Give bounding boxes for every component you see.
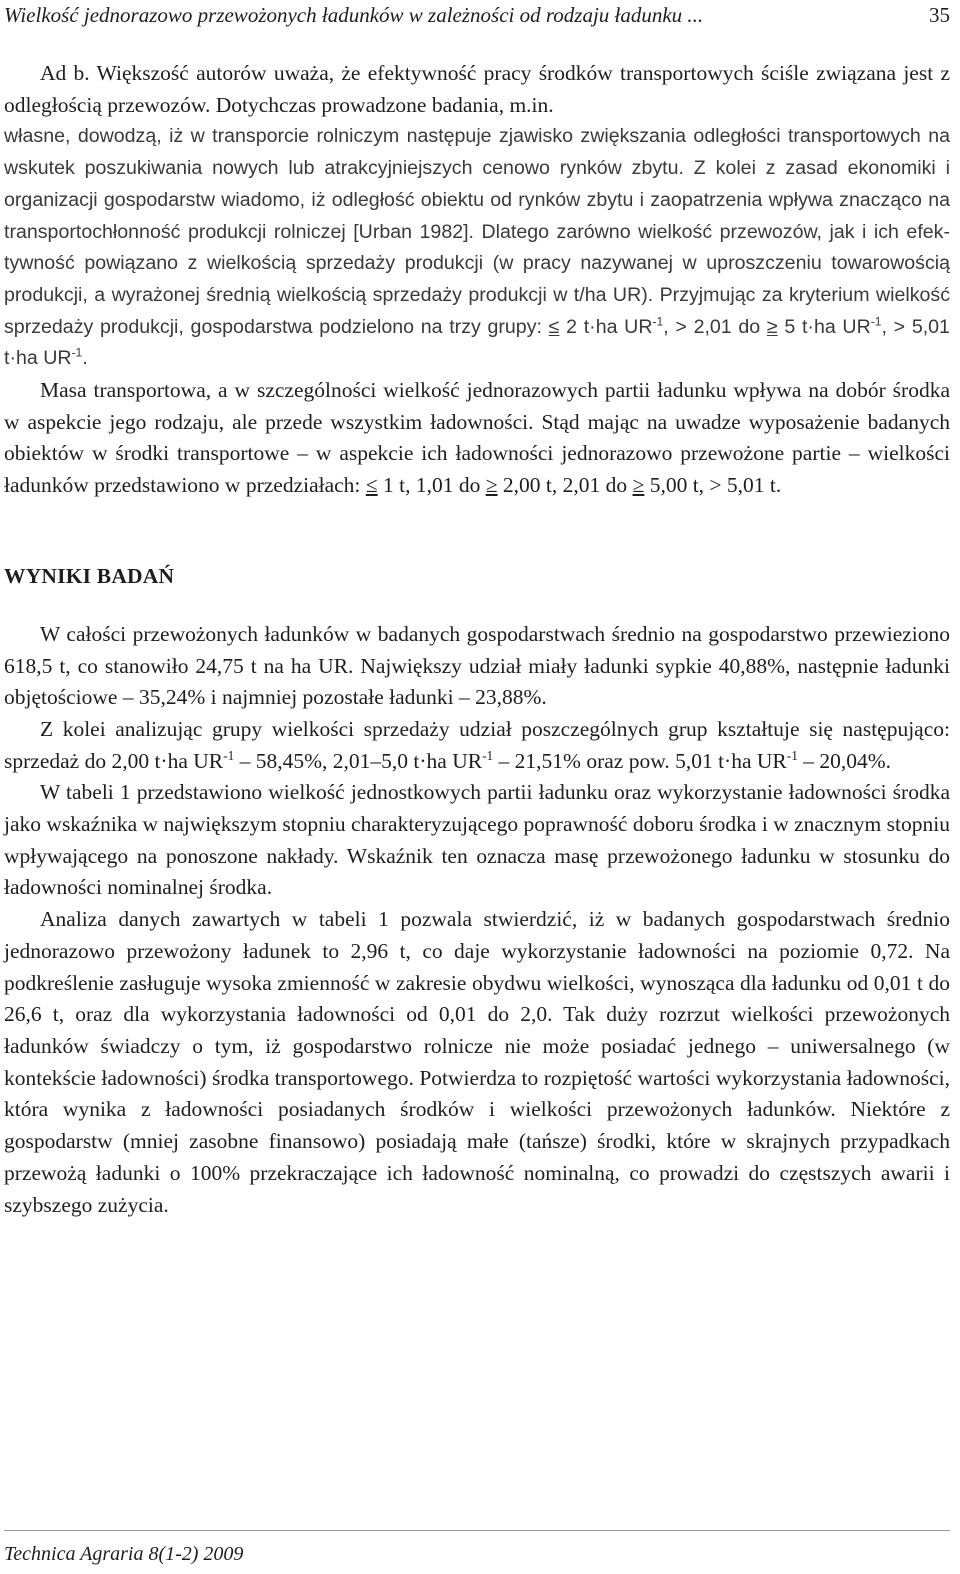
range-3-value: 5,00 t, > 5,01 t. [649, 473, 782, 498]
article-body [4, 58, 950, 1221]
range-1-value: 1 t, 1,01 do [382, 473, 481, 498]
page-number: 35 [929, 3, 950, 27]
results-paragraph-2-a: Z kolei analizując grupy wielkości sprzedaży udział poszczególnych grup kształtuje się następująco: sprzedaż do 2,00 t·ha UR [4, 716, 950, 773]
paragraph-ad-b-continued [4, 121, 950, 375]
group-2-exponent: -1 [870, 314, 882, 329]
paragraph-transport-mass-text: Masa transportowa, a w szczególności wielkość jednorazowych partii ładunku wpływa na dobór środka w aspekcie jego rodzaju, ale przede wszystkim ładowności. Stąd mając na uwadze wyposażenie badanych obiektów w środki transportowe – w aspekcie ich ładowności jednorazowo przewożone partie – wielkości ładunków przedstawiono w przedziałach: [4, 378, 950, 498]
results-paragraph-4: Analiza danych zawartych w tabeli 1 pozwala stwierdzić, iż w badanych gospodarstwach średnio jednorazowo przewożony ładunek to 2,96 t, co daje wykorzystanie ładowności na poziomie 0,72. Na podkreślenie zasługuje wysoka zmienność w zakresie obydwu wielkości, wynosząca dla ładunku od 0,01 t do 26,6 t, oraz dla wykorzystania ładowności od 0,01 do 2,0. Tak duży rozrzut wielkości przewożonych ładunków świadczy o tym, iż gospodarstwo rolnicze nie może posiadać jednego – uniwersalnego (w kontekście ładowności) środka transportowego. Potwierdza to rozpiętość wartości wykorzystania ładowności, która wynika z ładowności posiadanych środków i wielkości przewożonych ładunków. Niektóre z gospodarstw (mniej zasobne finansowo) posiadają małe (tańsze) środki, które w skrajnych przypadkach przewożą ładunki o 100% przekraczające ich ładowność nominalną, co prowadzi do częstszych awarii i szybszego zużycia. [4, 907, 950, 1217]
results-exponent-2: -1 [482, 747, 494, 763]
paragraph-transport-mass [4, 375, 950, 502]
group-3-value: , > 5,01 t·ha UR [4, 315, 950, 370]
group-1-value: 2 t·ha UR [566, 315, 653, 338]
group-2-symbol: ≥ [766, 315, 778, 338]
group-1-exponent: -1 [652, 314, 664, 329]
results-paragraph-1: W całości przewożonych ładunków w badanych gospodarstwach średnio na gospodarstwo przewieziono 618,5 t, co stanowiło 24,75 t na ha UR. Największy udział miały ładunki sypkie 40,88%, następnie ładunki objętościowe – 35,24% i najmniej pozostałe ładunki – 23,88%. [4, 621, 950, 710]
results-paragraph-2 [4, 714, 950, 777]
results-paragraph-3: W tabeli 1 przedstawiono wielkość jednostkowych partii ładunku oraz wykorzystanie ładowności środka jako wskaźnika w największym stopniu charakteryzującego poprawność doboru środka i w znacznym stopniu wpływającego na ponoszone nakłady. Wskaźnik ten oznacza masę przewożonego ładunku w stosunku do ładowności nominalnej środka. [4, 780, 950, 900]
footer-divider [4, 1530, 950, 1531]
results-exponent-1: -1 [223, 747, 235, 763]
paragraph-ad-b-serif: Ad b. Większość autorów uważa, że efektywność pracy środków transportowych ściśle związana jest z odległością przewozów. Dotychczas prowadzone badania, m.in. [4, 61, 950, 117]
range-1-symbol: ≤ [365, 473, 378, 498]
section-heading: WYNIKI BADAŃ [4, 563, 175, 588]
results-paragraph-2-d: – 20,04%. [797, 748, 892, 773]
range-3-symbol: ≥ [632, 473, 645, 498]
results-paragraph-2-b: – 58,45%, 2,01–5,0 t·ha UR [234, 748, 483, 773]
results-paragraph-2-c: – 21,51% oraz pow. 5,01 t·ha UR [493, 748, 787, 773]
group-2-prefix: , > 2,01 do [663, 315, 761, 338]
running-title: Wielkość jednorazowo przewożonych ładunków w zależności od rodzaju ładunku ... [4, 3, 704, 27]
paragraph-ad-b [4, 58, 950, 121]
group-3-exponent: -1 [71, 345, 83, 360]
results-section [4, 619, 950, 1221]
results-exponent-3: -1 [786, 747, 798, 763]
group-1-symbol: ≤ [548, 315, 560, 338]
groups-end: . [82, 347, 88, 370]
range-2-value: 2,00 t, 2,01 do [502, 473, 628, 498]
journal-footer: Technica Agraria 8(1-2) 2009 [4, 1543, 244, 1565]
group-2-value: 5 t·ha UR [784, 315, 871, 338]
range-2-symbol: ≥ [485, 473, 498, 498]
paragraph-ad-b-text: własne, dowodzą, iż w transporcie rolniczym następuje zjawisko zwiększania odległości transportowych na wskutek poszukiwania nowych lub atrakcyjniejszych cenowo rynków zbytu. Z kolei z zasad ekonomiki i organizacji gospodarstw wiadomo, iż odległość obiektu od rynków zbytu i zaopatrzenia wpływa znacząco na transportochłonność produkcji rolniczej [Urban 1982]. Dlatego zarówno wielkość przewozów, jak i ich efektywność powiązano z wielkością sprzedaży produkcji (w pracy nazywanej w uproszczeniu towarowością produkcji, a wyrażonej średnią wielkością sprzedaży produkcji w t/ha UR). Przyjmując za kryterium wielkość sprzedaży produkcji, gospodarstwa podzielono na trzy grupy: [4, 125, 950, 338]
